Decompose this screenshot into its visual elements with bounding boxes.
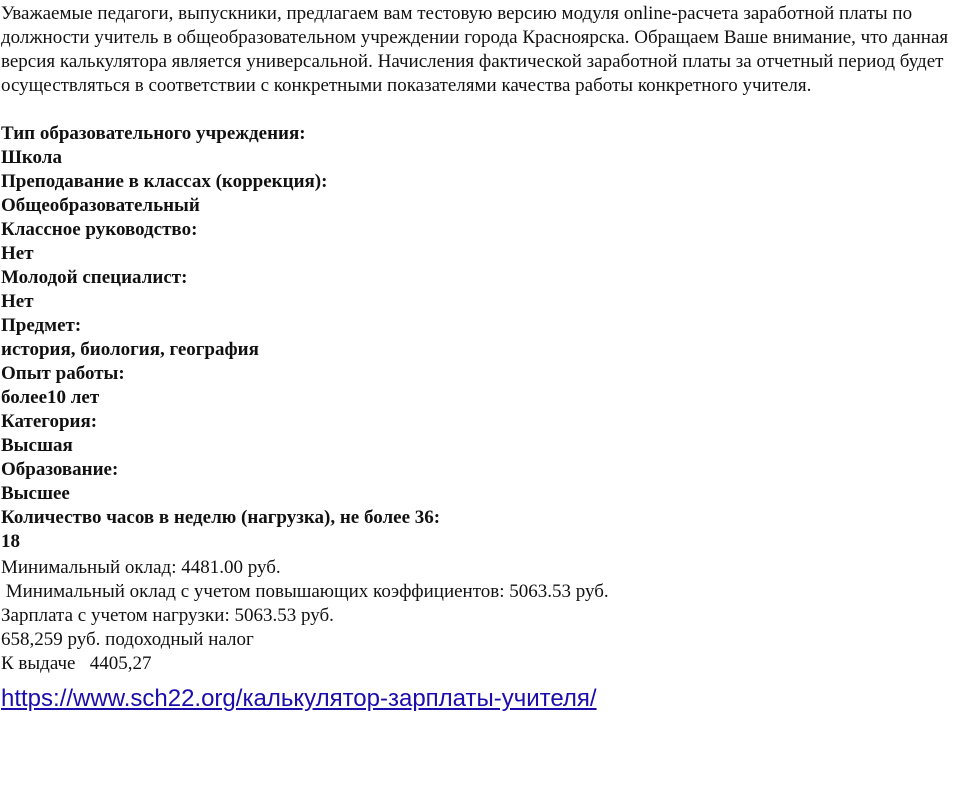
field-subject-value: история, биология, география [1,339,259,360]
field-young-specialist-value: Нет [1,291,34,312]
result-income-tax: 658,259 руб. подоходный налог [1,629,254,650]
field-class-teacher-label: Классное руководство: [1,219,198,240]
field-classes-value: Общеобразовательный [1,195,200,216]
results-block [1,556,974,676]
field-education-value: Высшее [1,483,70,504]
field-experience-value: более10 лет [1,387,100,408]
field-hours-label: Количество часов в неделю (нагрузка), не более 36: [1,507,441,528]
intro-paragraph: Уважаемые педагоги, выпускники, предлагаем вам тестовую версию модуля online-расчета заработной платы по должности учитель в общеобразовательном учреждении города Красноярска. Обращаем Ваше внимание, что данная версия калькулятора является универсальной. Начисления фактической заработной платы за отчетный период будет осуществляться в соответствии с конкретными показателями качества работы конкретного учителя. [1,3,949,96]
calculator-link[interactable]: https://www.sch22.org/калькулятор-зарплаты-учителя/ [1,685,597,712]
field-category-label: Категория: [1,411,98,432]
field-education-label: Образование: [1,459,119,480]
result-payout: К выдаче 4405,27 [1,653,152,674]
field-subject-label: Предмет: [1,315,82,336]
spacer [1,98,974,122]
field-category-value: Высшая [1,435,73,456]
field-type-value: Школа [1,147,62,168]
field-classes-label: Преподавание в классах (коррекция): [1,171,328,192]
field-hours-value: 18 [1,531,20,552]
parameters-list [1,122,974,554]
result-min-salary-coef: Минимальный оклад с учетом повышающих коэффициентов: 5063.53 руб. [1,581,609,602]
field-type-label: Тип образовательного учреждения: [1,123,306,144]
field-class-teacher-value: Нет [1,243,34,264]
field-young-specialist-label: Молодой специалист: [1,267,188,288]
result-salary-load: Зарплата с учетом нагрузки: 5063.53 руб. [1,605,334,626]
result-min-salary: Минимальный оклад: 4481.00 руб. [1,557,281,578]
field-experience-label: Опыт работы: [1,363,125,384]
